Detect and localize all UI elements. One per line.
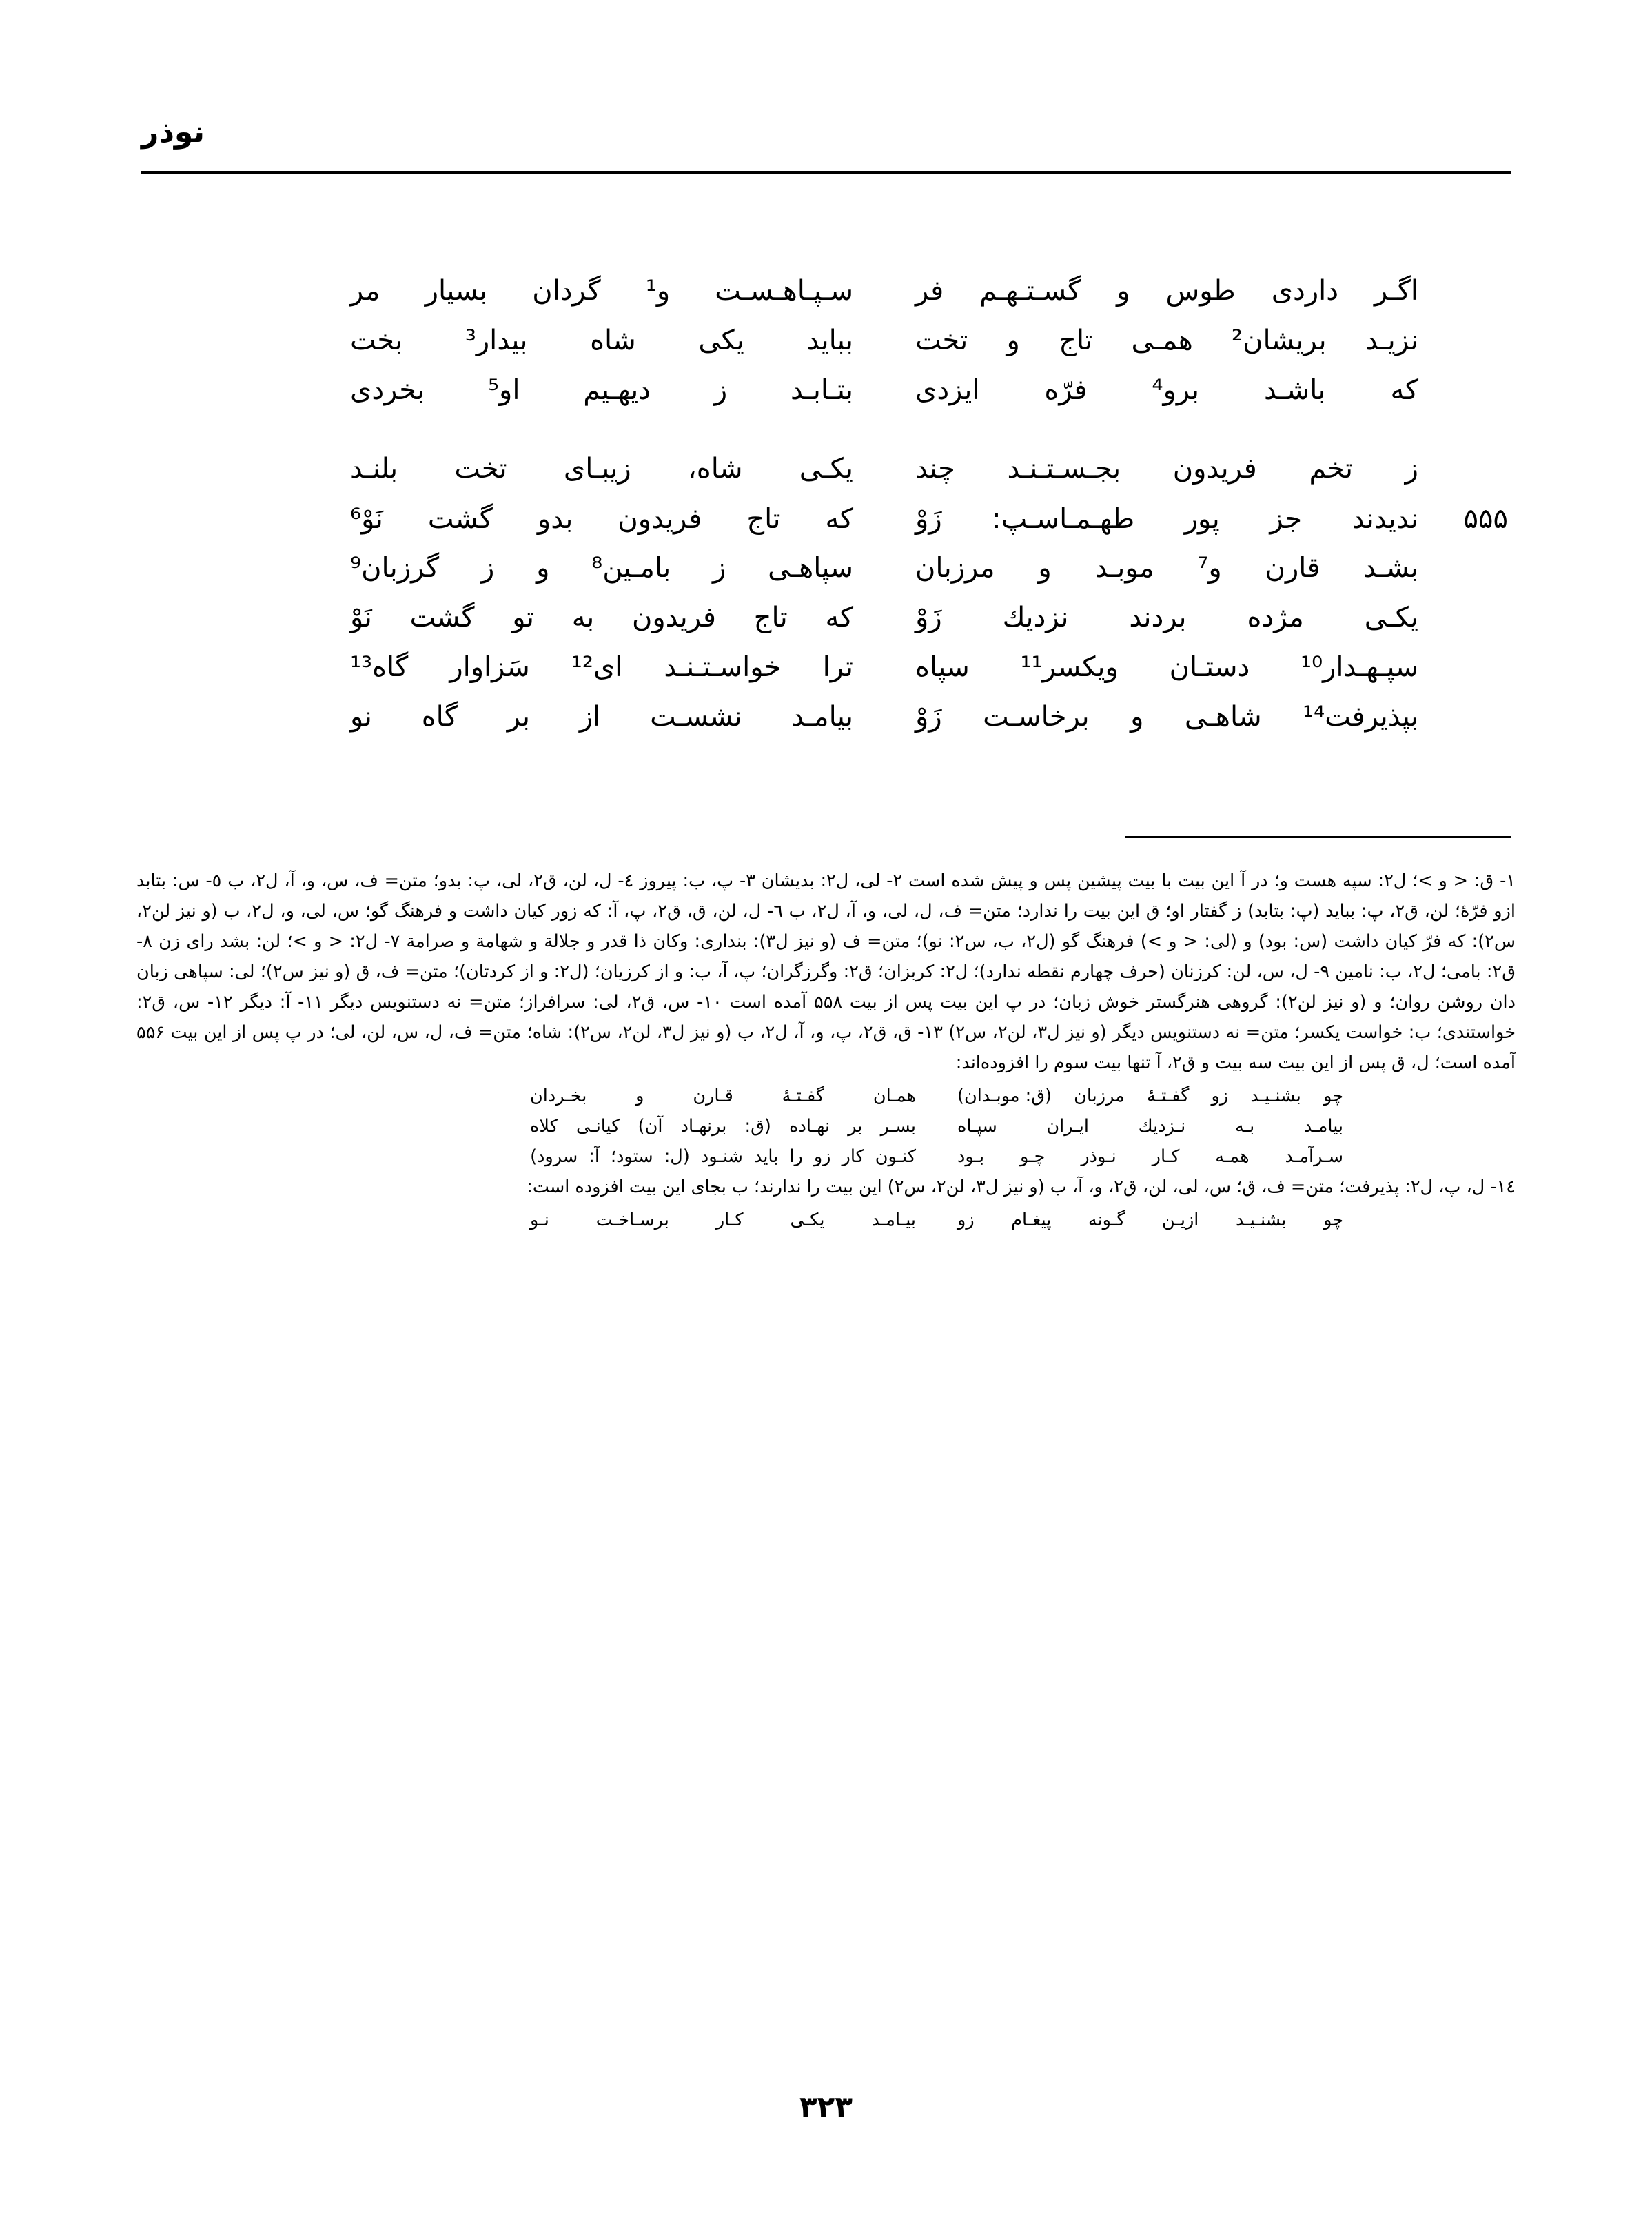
verse-line-number: ۵۵۵ [1463,503,1508,535]
running-head: نوذر [141,114,205,150]
footnote-verse-word: بشنـیـد [1235,1210,1287,1230]
verse-word: و [1006,325,1020,356]
verse-word: یکـی [799,453,853,485]
verse-line [141,276,1511,325]
verse-word: دیهـیم [583,374,651,406]
footnote-verse-word: کلاه [530,1116,558,1137]
verse-word: شاه [590,325,636,356]
verse-word: تخم [1309,453,1354,485]
verse-word: بتـابـد [791,374,853,406]
footnote-hemistich-second [530,1081,916,1111]
verse-word: شاه، [687,453,743,485]
hemistich-first [915,652,1418,682]
verse-word: بر [507,701,530,733]
verse-word: نو [350,701,372,733]
hemistich-second [350,504,853,534]
footnote-verse-word: گفـتـهٔ [782,1086,824,1106]
hemistich-first [915,553,1418,583]
hemistich-first [915,454,1418,484]
verse-word: اگـر [1374,275,1418,307]
verse-word: بباید [806,325,853,356]
verse-word: گردان [532,275,601,307]
verse-word: گشت [409,602,475,633]
footnote-verse-word: برنهـاد [680,1116,727,1137]
verse-word: فر [915,275,944,307]
verse-word: گاه [421,701,458,733]
verse-line [141,702,1511,751]
verse-word: بشـد [1363,552,1418,584]
footnote-verse-word: (ق: موبـدان) [957,1086,1052,1106]
verse-word: نزدیك [1002,602,1069,633]
verse-word: نَوْ [350,602,372,633]
verse-word: تخت [454,453,507,485]
footnote-verse-line [136,1111,1343,1141]
footnote-verse-word: مرزبان [1074,1086,1125,1106]
footnote-verse-word: کنـون [875,1146,916,1167]
verse-word: او⁵ [487,374,520,406]
verse-word: گشت [427,503,493,535]
verse-word: نَوْ⁶ [350,503,383,535]
footnote-verse-word: نـو [530,1210,549,1230]
verse-word: بخردی [350,374,425,406]
verse-word: دستـان [1169,651,1250,683]
footnote-verse-word: کـار [1152,1146,1180,1167]
verse-word: از [579,701,601,733]
verse-word: جز [1269,503,1303,535]
hemistich-first [915,602,1418,633]
verse-line [141,602,1511,652]
verse-line [141,325,1511,375]
verse-word: زیبـای [563,453,631,485]
footnote-paragraph-2: ١٤- ل، پ، ل٢: پذیرفت؛ متن= ف، ق؛ س، لی، لن، ق٢، و، آ، ب (و نیز ل٣، لن٢، س٢) این بیت را ندارند؛ ب بجای این بیت افزوده است: [527,1177,1516,1197]
footnote-verse-word: (ق: [744,1116,771,1137]
footnote-hemistich-first [957,1141,1343,1172]
footnote-quoted-verses-2 [136,1205,1516,1235]
verse-word: طوس [1165,275,1236,307]
footnote-hemistich-first [957,1205,1343,1235]
verse-word: شاهـی [1184,701,1262,733]
verse-word: به [571,602,595,633]
hemistich-second [350,553,853,583]
footnote-verse-word: ایـران [1046,1116,1089,1137]
footnote-verse-word: بشنـیـد [1250,1086,1301,1106]
verse-word: برو⁴ [1152,374,1200,406]
footnote-verse-word: برسـاخـت [595,1210,669,1230]
footnote-verse-line [136,1081,1343,1111]
verse-word: ایزدی [915,374,980,406]
verse-word: سپـهـدار¹⁰ [1301,651,1418,683]
verse-word: همـی [1131,325,1193,356]
hemistich-second [350,702,853,732]
footnote-verse-word: نهـاده [789,1116,830,1137]
footnote-hemistich-second [530,1111,916,1141]
footnote-verse-word: سپـاه [957,1116,997,1137]
footnote-verse-word: ازیـن [1162,1210,1199,1230]
footnote-separator-rule [1125,836,1511,838]
footnote-verse-word: آ: [589,1146,600,1167]
verse-word: که [825,602,853,633]
verse-word: بیدار³ [465,325,528,356]
footnote-verse-word: چو [1323,1086,1343,1106]
footnote-verse-word: نـزدیك [1138,1116,1186,1137]
verse-word: ز [713,374,728,406]
verse-word: ندیدند [1352,503,1418,535]
verse-word: ترا [822,651,853,683]
verse-word: سپاه [915,651,970,683]
footnote-verse-word: کیانـی [575,1116,620,1137]
verse-word: و [1116,275,1130,307]
footnote-verse-word: چـو [1020,1146,1046,1167]
verse-word: تاج [1059,325,1093,356]
footnote-verse-word: قـارن [693,1086,733,1106]
verse-word: بلنـد [350,453,398,485]
hemistich-second [350,454,853,484]
footnote-verse-word: بـود [957,1146,985,1167]
verse-line [141,652,1511,702]
hemistich-second [350,375,853,405]
verse-line [141,454,1511,503]
footnote-hemistich-second [530,1205,916,1235]
verse-word: طهـمـاسـپ: [992,503,1135,535]
verse-group [141,454,1511,751]
verse-word: داردی [1271,275,1339,307]
footnote-verse-word: شنـود [700,1146,743,1167]
hemistich-second [350,276,853,306]
verse-group [141,276,1511,425]
footnote-verse-word: بسـر [880,1116,916,1137]
verse-word: باشـد [1264,374,1326,406]
verse-word: و [536,552,550,584]
footnote-verse-word: زو [813,1146,831,1167]
verse-word: یکـی [1364,602,1418,633]
verse-word: سپاهـی [768,552,853,584]
verse-word: بسیار [425,275,488,307]
footnote-verse-word: بیامـد [1303,1116,1343,1137]
footnote-verse-word: (ل: [664,1146,690,1167]
verse-word: پور [1184,503,1220,535]
verse-word: ای¹² [571,651,623,683]
footnote-verse-word: زو [1211,1086,1229,1106]
verse-word: مر [350,275,380,307]
footnote-verse-word: بر [848,1116,863,1137]
footnote-verse-word: گـونه [1088,1210,1125,1230]
verse-word: برخاسـت [983,701,1090,733]
verse-word: و [1130,701,1144,733]
verse-word: گسـتـهـم [979,275,1081,307]
verse-word: تخت [915,325,968,356]
footnote-verse-word: کار [842,1146,864,1167]
verse-word: بپذیرفت¹⁴ [1303,701,1418,733]
footnote-verse-word: یکـی [790,1210,825,1230]
verse-word: قارن [1265,552,1320,584]
footnote-hemistich-first [957,1081,1343,1111]
verse-word: بدو [537,503,573,535]
verse-word: بریشان² [1232,325,1327,356]
footnote-verse-word: نـوذر [1081,1146,1116,1167]
verse-line [141,375,1511,425]
footnote-verse-word: چو [1323,1210,1343,1230]
verse-word: گرزبان⁹ [350,552,440,584]
footnote-hemistich-first [957,1111,1343,1141]
verse-word: فریدون [618,503,702,535]
verse-word: گاه¹³ [350,651,409,683]
footnote-verse-line [136,1205,1343,1235]
footnote-verse-line [136,1141,1343,1172]
footnote-verse-word: بخـردان [530,1086,587,1106]
hemistich-second [350,325,853,356]
verse-word: و¹ [645,275,671,307]
folio-number: ۳۲۳ [799,2090,853,2124]
footnote-verse-word: و [635,1086,644,1106]
verse-word: فرّه [1044,374,1088,406]
verse-word: که [1390,374,1418,406]
verse-word: بخت [350,325,403,356]
verse-word: سَزاوار [449,651,530,683]
verse-word: ویكسر¹¹ [1020,651,1119,683]
verse-word: ز [1405,453,1418,485]
footnote-verse-word: بیـامـد [871,1210,916,1230]
header-rule [141,171,1511,174]
footnote-verse-word: کـار [715,1210,744,1230]
verse-line [141,503,1511,553]
verse-word: زَوْ [915,602,942,633]
verse-word: چند [915,453,955,485]
footnote-apparatus [136,866,1516,1235]
footnote-verse-word: سـرآمـد [1285,1146,1343,1167]
verse-word: ز [712,552,726,584]
footnote-paragraph-1: ١- ق: < و >؛ ل٢: سپه هست و؛ در آ این بیت با بیت پیشین پس و پیش شده است ٢- لی، ل٢: بدیشان ٣- پ، ب: پیروز ٤- ل، لن، ق٢، لی، پ: بدو؛ متن= ف، س، و، آ، ل٢، ب ٥- س: بتابد ازو فرّهٔ؛ لن، ق٢، پ: بباید (پ: بتابد) ز گفتار او؛ ق این بیت را ندارد؛ متن= ف، ل، لی، و، آ، ل٢، ب ٦- ل، لن، ق، ق٢، پ، آ: که زور کیان داشت و فرهنگ گو؛ س، لی، و، ل٢، ب (و نیز لن٢، س٢): که فرّ کیان داشت (س: بود) و (لی: < و >) فرهنگ گو (ل٢، ب، س٢: نو)؛ متن= ف (و نیز ل٣): بنداری: وکان ذا قدر و جلالة و شهامة و صرامة ٧- ل٢: < و >؛ لن: بشد رای زن ٨- ق٢: بامی؛ ل٢، ب: نامین ٩- ل، س، لن: کرزنان (حرف چهارم نقطه ندارد)؛ ل٢: کربزان؛ ق٢: وگرزگران؛ پ، آ، ب: و از کرزیان؛ (ل٢: و از کردتان)؛ متن= ف، ق (و نیز س٢)؛ لی: سپاهی زبان دان روشن روان؛ و (و نیز لن٢): گروهی هنرگستر خوش زبان؛ در پ این بیت پس از بیت ۵۵۸ آمده است ١٠- س، ق٢، لی: سرافراز؛ متن= نه دستنویس دیگر ١١- آ: دیگر ١٢- س، ق٢: خواستندی؛ ب: خواست یکسر؛ متن= نه دستنویس دیگر (و نیز ل٣، لن٢، س٢) ١٣- ق، ق٢، پ، و، آ، ل٢، ب (و نیز ل٣، لن٢، س٢): شاه؛ متن= ف، ل، س، لن، لی؛ در پ پس از این بیت ۵۵۶ آمده است؛ ل، ق پس از این بیت سه بیت و ق٢، آ تنها بیت سوم را افزوده‌اند: [136,871,1516,1073]
hemistich-first [915,375,1418,405]
verse-word: موبـد [1094,552,1154,584]
verse-word: زَوْ [915,503,942,535]
footnote-verse-word: آن) [638,1116,663,1137]
footnote-verse-word: باید [753,1146,779,1167]
verse-word: خواسـتـنـد [664,651,782,683]
hemistich-first [915,702,1418,732]
verse-word: بجـسـتـنـد [1007,453,1121,485]
verse-word: و [1038,552,1052,584]
footnote-quoted-verses-1 [136,1081,1516,1172]
hemistich-second [350,602,853,633]
verse-word: نزیـد [1365,325,1418,356]
verse-word: فریدون [1172,453,1257,485]
page-header [141,114,1511,193]
verse-word: یکی [698,325,744,356]
verse-word: ز [480,552,495,584]
verse-line [141,553,1511,602]
verse-word: نشسـت [650,701,742,733]
footnote-hemistich-second [530,1141,916,1172]
verse-word: مرزبان [915,552,995,584]
hemistich-first [915,504,1418,534]
verse-word: تاج [753,602,788,633]
verse-body [141,276,1511,751]
footnote-verse-word: گفـتـهٔ [1146,1086,1190,1106]
verse-word: بامـین⁸ [591,552,671,584]
footnote-verse-word: همـه [1215,1146,1250,1167]
verse-word: مژده [1247,602,1304,633]
verse-word: که [825,503,853,535]
verse-word: بیامـد [791,701,853,733]
footnote-verse-word: سرود) [530,1146,578,1167]
hemistich-first [915,325,1418,356]
footnote-verse-word: همـان [873,1086,916,1106]
verse-word: تو [512,602,535,633]
footnote-verse-word: ستود؛ [610,1146,653,1167]
footnote-verse-word: بـه [1234,1116,1255,1137]
verse-word: بردند [1129,602,1187,633]
verse-word: و⁷ [1197,552,1222,584]
hemistich-second [350,652,853,682]
verse-word: زَوْ [915,701,942,733]
footnote-verse-word: را [789,1146,803,1167]
footnote-verse-word: پیغـام [1011,1210,1052,1230]
footnote-verse-word: زو [957,1210,975,1230]
verse-word: فریدون [631,602,716,633]
verse-word: سـپـاهـسـت [715,275,853,307]
verse-word: تاج [746,503,781,535]
hemistich-first [915,276,1418,306]
